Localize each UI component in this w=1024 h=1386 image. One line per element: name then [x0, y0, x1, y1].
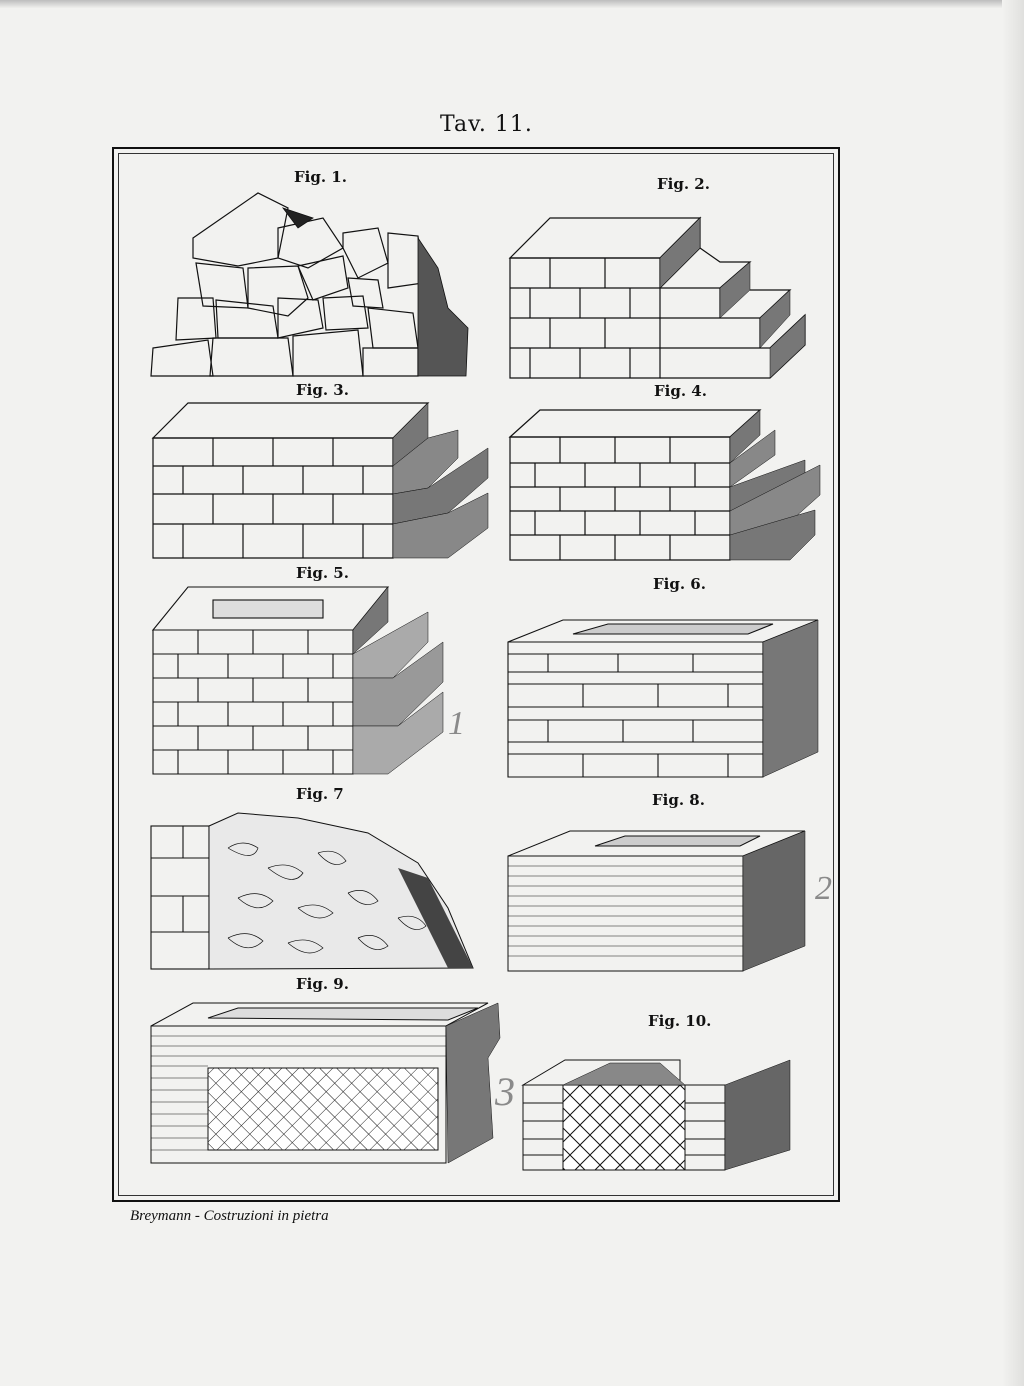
fig2-stepped-ashlar-drawing [505, 210, 815, 382]
fig9-label: Fig. 9. [296, 975, 349, 993]
fig7-label: Fig. 7 [296, 785, 344, 803]
fig10-label: Fig. 10. [648, 1012, 712, 1030]
fig3-coursed-ashlar-drawing [148, 398, 493, 561]
fig3-label: Fig. 3. [296, 381, 349, 399]
pencil-mark-3: 3 [495, 1069, 515, 1114]
fig10-opus-spicatum-wall-drawing [520, 1055, 795, 1173]
fig1-label: Fig. 1. [294, 168, 347, 186]
fig5-ashlar-with-rubble-core-drawing [148, 582, 453, 777]
fig9-reticulatum-wall-drawing [148, 998, 506, 1166]
pencil-mark-2: 2 [815, 870, 832, 907]
fig8-brick-faced-wall-drawing [505, 826, 810, 974]
fig4-label: Fig. 4. [654, 382, 707, 400]
fig8-label: Fig. 8. [652, 791, 705, 809]
page-top-edge [0, 0, 1024, 8]
fig1-polygonal-masonry-drawing [148, 188, 473, 380]
page-right-edge [1002, 0, 1024, 1386]
fig6-label: Fig. 6. [653, 575, 706, 593]
fig5-label: Fig. 5. [296, 564, 349, 582]
fig7-rubble-wall-drawing [148, 808, 478, 973]
pencil-mark-1: 1 [448, 705, 465, 742]
fig6-ashlar-faced-wall-drawing [503, 612, 821, 780]
fig2-label: Fig. 2. [657, 175, 710, 193]
plate-caption: Breymann - Costruzioni in pietra [130, 1208, 329, 1224]
fig4-coursed-ashlar-drawing [505, 405, 825, 563]
plate-title: Tav. 11. [440, 112, 533, 137]
